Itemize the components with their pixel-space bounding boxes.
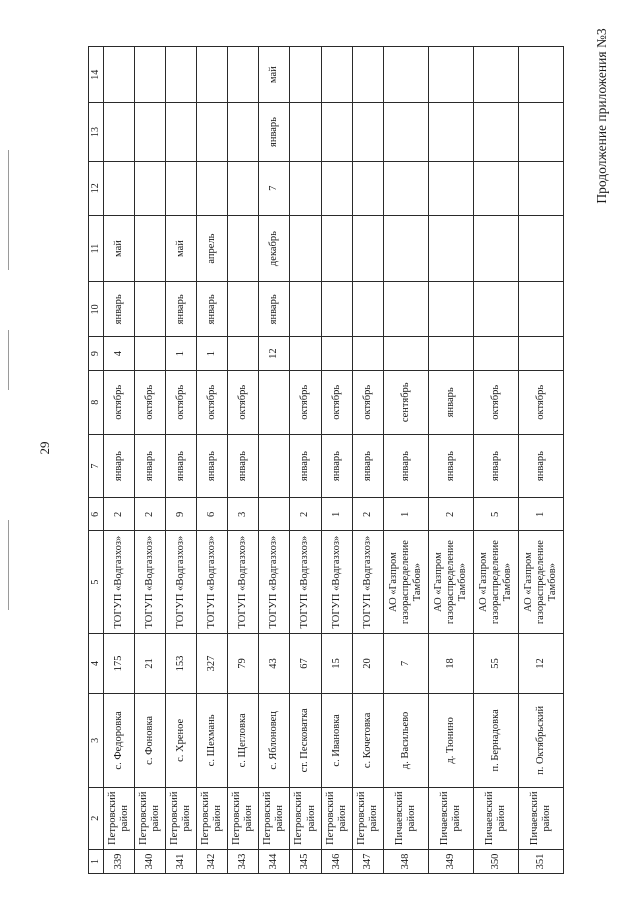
table-cell xyxy=(383,161,428,215)
table-row xyxy=(428,47,473,874)
table-cell xyxy=(134,282,165,337)
table-cell xyxy=(428,161,473,215)
table-row xyxy=(383,47,428,874)
table-cell: 15 xyxy=(321,633,352,693)
table-cell: январь xyxy=(196,282,227,337)
column-header: 3 xyxy=(89,694,104,787)
table-cell: АО «Газпром газораспределение Тамбов» xyxy=(383,531,428,633)
table-cell: 18 xyxy=(428,633,473,693)
table-cell xyxy=(352,161,383,215)
table-cell: ТОГУП «Водгазхоз» xyxy=(352,531,383,633)
table-cell: 350 xyxy=(473,849,518,873)
table-cell: 349 xyxy=(428,849,473,873)
table-cell: ТОГУП «Водгазхоз» xyxy=(259,531,290,633)
table-cell: октябрь xyxy=(134,370,165,434)
table-cell xyxy=(165,47,196,103)
column-header: 5 xyxy=(89,531,104,633)
table-cell xyxy=(352,47,383,103)
table-cell: 346 xyxy=(321,849,352,873)
table-cell: Пичаевский район xyxy=(518,787,563,849)
scan-edge-mark xyxy=(8,330,9,390)
table-cell xyxy=(134,337,165,370)
table-cell: ТОГУП «Водгазхоз» xyxy=(165,531,196,633)
table-cell: 1 xyxy=(518,498,563,531)
table-cell xyxy=(290,103,321,161)
table-cell: октябрь xyxy=(196,370,227,434)
table-cell: ТОГУП «Водгазхоз» xyxy=(134,531,165,633)
table-cell: 2 xyxy=(352,498,383,531)
table-cell xyxy=(518,282,563,337)
table-cell: Петровский район xyxy=(259,787,290,849)
table-cell xyxy=(428,215,473,281)
table-cell: с. Шехмань xyxy=(196,694,227,787)
column-header: 10 xyxy=(89,282,104,337)
column-header: 14 xyxy=(89,47,104,103)
table-cell: 2 xyxy=(290,498,321,531)
table-cell: с. Ивановка xyxy=(321,694,352,787)
table-cell xyxy=(383,103,428,161)
table-cell xyxy=(473,161,518,215)
table-cell xyxy=(228,282,259,337)
table-cell: октябрь xyxy=(165,370,196,434)
table-row xyxy=(518,47,563,874)
table-cell: май xyxy=(165,215,196,281)
table-cell: Петровский район xyxy=(228,787,259,849)
table-cell: январь xyxy=(321,434,352,497)
table-cell: январь xyxy=(259,103,290,161)
table-cell: 4 xyxy=(103,337,134,370)
column-header: 12 xyxy=(89,161,104,215)
table-cell: ТОГУП «Водгазхоз» xyxy=(228,531,259,633)
table-cell xyxy=(352,215,383,281)
table-cell xyxy=(473,47,518,103)
table-cell xyxy=(321,282,352,337)
table-cell: АО «Газпром газораспределение Тамбов» xyxy=(518,531,563,633)
table-cell xyxy=(165,103,196,161)
table-row xyxy=(196,47,227,874)
table-cell xyxy=(259,498,290,531)
table-cell: январь xyxy=(165,282,196,337)
table-cell: п. Октябрьский xyxy=(518,694,563,787)
table-cell xyxy=(290,47,321,103)
table-cell xyxy=(228,161,259,215)
table-cell: с. Фоновка xyxy=(134,694,165,787)
table-cell: январь xyxy=(290,434,321,497)
table-cell: 343 xyxy=(228,849,259,873)
table-cell: январь xyxy=(228,434,259,497)
column-header: 6 xyxy=(89,498,104,531)
table-cell xyxy=(428,282,473,337)
table-cell: 2 xyxy=(103,498,134,531)
table-cell: 9 xyxy=(165,498,196,531)
table-cell xyxy=(196,103,227,161)
table-cell: январь xyxy=(259,282,290,337)
table-cell: 327 xyxy=(196,633,227,693)
rotated-table-wrapper xyxy=(88,46,564,874)
table-cell xyxy=(228,337,259,370)
table-cell: 12 xyxy=(518,633,563,693)
column-header: 7 xyxy=(89,434,104,497)
table-cell xyxy=(134,161,165,215)
table-cell xyxy=(196,161,227,215)
table-row xyxy=(321,47,352,874)
table-cell: октябрь xyxy=(352,370,383,434)
table-cell: январь xyxy=(383,434,428,497)
table-cell: май xyxy=(103,215,134,281)
column-header: 13 xyxy=(89,103,104,161)
table-cell xyxy=(228,215,259,281)
table-cell: апрель xyxy=(196,215,227,281)
table-cell: д. Васильево xyxy=(383,694,428,787)
table-row xyxy=(473,47,518,874)
table-cell: 20 xyxy=(352,633,383,693)
table-cell: 344 xyxy=(259,849,290,873)
table-cell xyxy=(518,161,563,215)
table-cell: январь xyxy=(352,434,383,497)
table-cell: 153 xyxy=(165,633,196,693)
table-cell xyxy=(518,215,563,281)
table-cell: сентябрь xyxy=(383,370,428,434)
table-cell xyxy=(518,47,563,103)
table-cell: январь xyxy=(103,434,134,497)
table-cell: с. Кочетовка xyxy=(352,694,383,787)
table-cell xyxy=(290,215,321,281)
table-cell xyxy=(134,47,165,103)
table-cell: январь xyxy=(473,434,518,497)
table-cell xyxy=(518,103,563,161)
table-cell: ТОГУП «Водгазхоз» xyxy=(103,531,134,633)
table-cell: октябрь xyxy=(321,370,352,434)
table-cell xyxy=(103,161,134,215)
table-cell: ТОГУП «Водгазхоз» xyxy=(290,531,321,633)
table-row xyxy=(103,47,134,874)
table-cell: Петровский район xyxy=(290,787,321,849)
table-cell: 7 xyxy=(259,161,290,215)
table-cell: д. Тюнино xyxy=(428,694,473,787)
table-row xyxy=(228,47,259,874)
table-cell xyxy=(165,161,196,215)
table-cell: п. Бернадовка xyxy=(473,694,518,787)
table-cell xyxy=(290,337,321,370)
table-cell: 1 xyxy=(196,337,227,370)
table-cell: 67 xyxy=(290,633,321,693)
table-cell xyxy=(352,103,383,161)
table-cell xyxy=(196,47,227,103)
table-cell xyxy=(321,103,352,161)
table-cell: 1 xyxy=(165,337,196,370)
table-cell: май xyxy=(259,47,290,103)
table-cell xyxy=(321,47,352,103)
table-cell: ТОГУП «Водгазхоз» xyxy=(196,531,227,633)
table-cell: 5 xyxy=(473,498,518,531)
table-cell: 341 xyxy=(165,849,196,873)
table-cell: октябрь xyxy=(228,370,259,434)
column-header: 4 xyxy=(89,633,104,693)
scan-edge-mark xyxy=(8,520,9,610)
table-cell: 3 xyxy=(228,498,259,531)
table-cell: октябрь xyxy=(518,370,563,434)
table-cell: 175 xyxy=(103,633,134,693)
table-cell: октябрь xyxy=(103,370,134,434)
table-cell xyxy=(383,215,428,281)
table-cell xyxy=(134,215,165,281)
table-row xyxy=(259,47,290,874)
table-cell: 12 xyxy=(259,337,290,370)
table-cell: с. Яблоновец xyxy=(259,694,290,787)
table-cell: январь xyxy=(165,434,196,497)
table-cell: январь xyxy=(103,282,134,337)
table-cell xyxy=(134,103,165,161)
table-cell: январь xyxy=(428,434,473,497)
table-cell xyxy=(259,434,290,497)
table-cell: 351 xyxy=(518,849,563,873)
table-cell xyxy=(352,337,383,370)
table-cell xyxy=(383,337,428,370)
table-cell: декабрь xyxy=(259,215,290,281)
table-cell: январь xyxy=(196,434,227,497)
table-cell xyxy=(428,337,473,370)
table-cell: январь xyxy=(518,434,563,497)
table-cell: Пичаевский район xyxy=(428,787,473,849)
table-cell: январь xyxy=(134,434,165,497)
table-cell: с. Щегловка xyxy=(228,694,259,787)
table-cell: Пичаевский район xyxy=(473,787,518,849)
table-cell: 43 xyxy=(259,633,290,693)
page-number: 29 xyxy=(37,441,52,455)
table-cell: Петровский район xyxy=(196,787,227,849)
table-cell: 347 xyxy=(352,849,383,873)
table-cell xyxy=(321,161,352,215)
table-cell: 79 xyxy=(228,633,259,693)
table-cell: 55 xyxy=(473,633,518,693)
table-cell: 21 xyxy=(134,633,165,693)
table-cell: 348 xyxy=(383,849,428,873)
table-cell: октябрь xyxy=(290,370,321,434)
column-header: 1 xyxy=(89,849,104,873)
table-cell: с. Хреное xyxy=(165,694,196,787)
table-cell: 6 xyxy=(196,498,227,531)
table-cell xyxy=(290,161,321,215)
table-cell xyxy=(259,370,290,434)
table-cell xyxy=(228,47,259,103)
annex-continuation-title: Продолжение приложения №3 xyxy=(594,28,609,204)
table-cell: Петровский район xyxy=(352,787,383,849)
table-cell: 7 xyxy=(383,633,428,693)
table-cell: ТОГУП «Водгазхоз» xyxy=(321,531,352,633)
table-cell: ст. Песковатка xyxy=(290,694,321,787)
table-cell xyxy=(428,103,473,161)
table-cell xyxy=(473,337,518,370)
table-cell: 339 xyxy=(103,849,134,873)
table-cell: октябрь xyxy=(473,370,518,434)
table-cell xyxy=(473,103,518,161)
table-header-row xyxy=(89,47,104,874)
table-cell: Петровский район xyxy=(134,787,165,849)
table-body xyxy=(103,47,564,874)
table-cell: Петровский район xyxy=(165,787,196,849)
table-cell xyxy=(473,215,518,281)
table-cell: Пичаевский район xyxy=(383,787,428,849)
table-cell xyxy=(321,337,352,370)
table-cell: Петровский район xyxy=(321,787,352,849)
table-cell xyxy=(228,103,259,161)
column-header: 11 xyxy=(89,215,104,281)
table-cell xyxy=(321,215,352,281)
scan-edge-mark xyxy=(8,150,9,270)
table-cell xyxy=(383,47,428,103)
table-cell xyxy=(103,47,134,103)
table-cell xyxy=(518,337,563,370)
table-cell: 340 xyxy=(134,849,165,873)
table-cell xyxy=(383,282,428,337)
table-cell: АО «Газпром газораспределение Тамбов» xyxy=(428,531,473,633)
data-table xyxy=(88,46,564,874)
table-row xyxy=(290,47,321,874)
table-cell: 342 xyxy=(196,849,227,873)
table-cell: 1 xyxy=(321,498,352,531)
table-cell xyxy=(352,282,383,337)
table-cell: с. Федоровка xyxy=(103,694,134,787)
table-cell: 2 xyxy=(134,498,165,531)
table-cell: АО «Газпром газораспределение Тамбов» xyxy=(473,531,518,633)
table-cell xyxy=(290,282,321,337)
table-cell: 345 xyxy=(290,849,321,873)
column-header: 2 xyxy=(89,787,104,849)
table-cell: 1 xyxy=(383,498,428,531)
table-row xyxy=(165,47,196,874)
table-cell: январь xyxy=(428,370,473,434)
table-cell xyxy=(103,103,134,161)
table-cell xyxy=(473,282,518,337)
table-row xyxy=(352,47,383,874)
table-row xyxy=(134,47,165,874)
column-header: 8 xyxy=(89,370,104,434)
table-cell xyxy=(428,47,473,103)
column-header: 9 xyxy=(89,337,104,370)
table-cell: Петровский район xyxy=(103,787,134,849)
table-cell: 2 xyxy=(428,498,473,531)
